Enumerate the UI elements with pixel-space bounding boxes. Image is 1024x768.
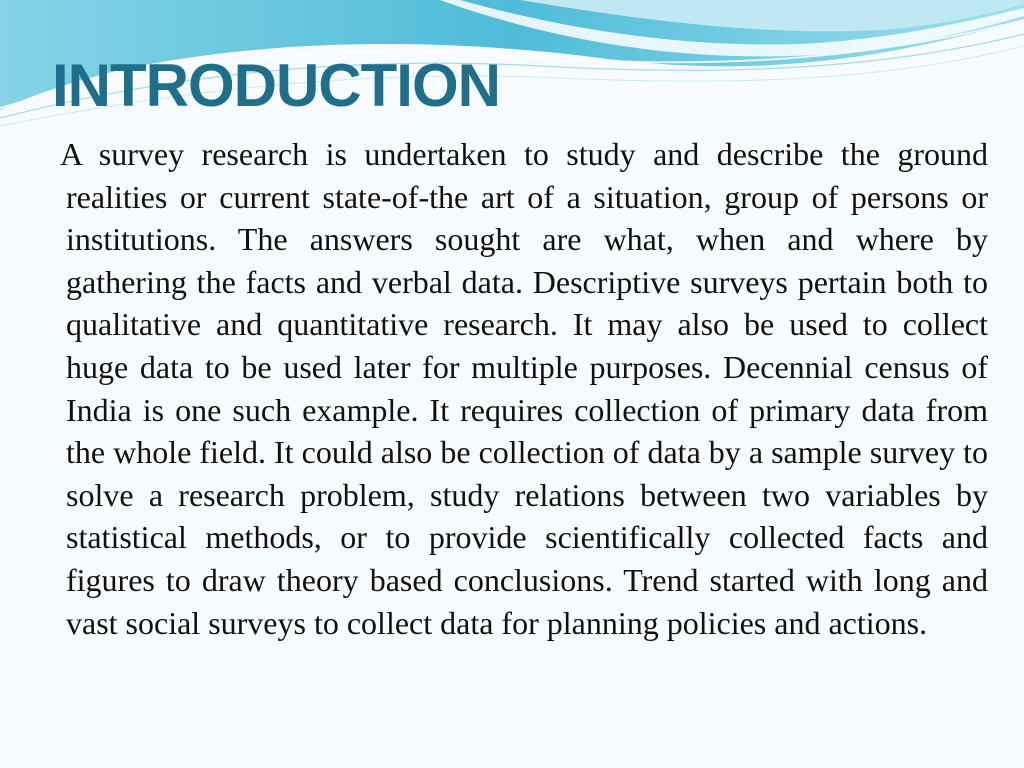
- slide-body-text: A survey research is undertaken to study and describe the ground realities or current state-of-the art of a situation, group of persons or institutions. The answers sought are what, when and where by gathering the facts and verbal data. Descriptive surveys pertain both to qualitative and quantitative research. It may also be used to collect huge data to be used later for multiple purposes. Decennial census of India is one such example. It requires collection of primary data from the whole field. It could also be collection of data by a sample survey to solve a research problem, study relations between two variables by statistical methods, or to provide scientifically collected facts and figures to draw theory based conclusions. Trend started with long and vast social surveys to collect data for planning policies and actions.: [60, 136, 988, 641]
- slide-title: INTRODUCTION: [52, 52, 500, 119]
